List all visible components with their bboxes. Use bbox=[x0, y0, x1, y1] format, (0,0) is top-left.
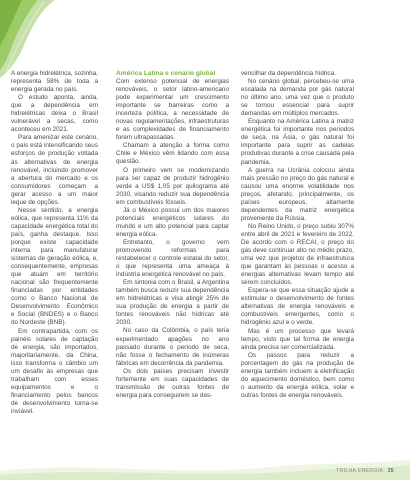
page-number: 35 bbox=[387, 468, 394, 474]
footer-label: TRILHA ENERGIA bbox=[336, 468, 383, 474]
text-column-3 bbox=[241, 70, 354, 400]
paragraph: vencilhar da dependência hídrica. bbox=[241, 70, 336, 77]
section-heading: América Latina e cenário global bbox=[116, 70, 216, 77]
paragraph: O primeiro vem se modernizando para ser capaz de produzir hidrogênio verde a US$ 1,05 por quilograma até 2030, visando reduzir sua dependência em combustíveis fósseis. bbox=[116, 166, 229, 206]
paragraph: Em contrapartida, com os painéis solares de captação de energia, são importados, majoritariamente, da China, isso transforma o câmbio um um desafio às empresas que trabalham com esses equipamentos e o financiamento pelos bancos de desenvolvimento torna-se inviável. bbox=[11, 327, 98, 415]
paragraph: Mas é um processo que levará tempo, visto que tal forma de energia ainda precisa ser comercializada. bbox=[241, 327, 354, 351]
page-footer bbox=[336, 468, 394, 474]
paragraph: Enquanto na América Latina a matriz energética foi importante nos períodos de seca, na Ásia, o gás natural foi importante para suprir as cadeias produtivas durante a crise causada pela pandemia. bbox=[241, 118, 354, 166]
paragraph: No cenário global, percebeu-se uma escalada na demanda por gás natural no último ano, uma vez que o produto se tornou essencial para suprir demandas em múltiplos mercados. bbox=[241, 78, 354, 118]
text-column-2 bbox=[116, 70, 229, 400]
paragraph: No caso da Colômbia, o país teria experimentado apagões no ano passado durante o período de seca, não fosse o fechamento de inúmeras fábricas em decorrência da pandemia. bbox=[116, 327, 229, 367]
paragraph: Espera-se que essa situação ajude a estimular o desenvolvimento de fontes alternativas de energia renováveis e combustíveis emergentes, como o hidrogênio azul e o verde. bbox=[241, 287, 354, 327]
paragraph: Chamam a atenção a forma como Chile e México vêm lidando com essa questão. bbox=[116, 142, 229, 166]
paragraph: Nesse sentido, a energia eólica, que representa 11% da capacidade energética total do país, ganha destaque. Isso porque existe capacidade interna para manufaturar sistemas de geração eólica, e, consequentemente, empresas que atuam em território nacional são frequentemente financiadas por entidades como o Banco Nacional de Desenvolvimento Econômico e Social (BNDES) e o Banco do Nordeste (BNB). bbox=[11, 206, 98, 327]
paragraph: Os passos para reduzir a porcentagem do gás na produção de energia também incluem a eletrificação do aquecimento doméstico, bem como o aumento da energia eólica, solar e outras fontes de energia renováveis. bbox=[241, 351, 354, 399]
paragraph: Entretanto, o governo vem promovendo reformas para restabelecer o controle estatal do setor, o que representa uma ameaça à indústria energética renovável no país. bbox=[116, 238, 229, 279]
paragraph: A guerra na Ucrânia colocou ainda mais pressão no preço do gás natural e causou uma enorme volatilidade nos preços, afetando, principalmente, os países europeus, altamente dependentes da matriz energética proveniente da Rússia. bbox=[241, 166, 354, 222]
paragraph: No Reino Unido, o preço subiu 307% entre abril de 2021 e fevereiro de 2022. De acordo com o RECAI, o preço do gás deve continuar alto no médio prazo, uma vez que projetos de infraestrutura que garantam às pessoas o acesso a energias alternativas levam tempo até serem concluídos. bbox=[241, 222, 354, 287]
leaf-decoration-icon bbox=[0, 0, 55, 78]
paragraph: A energia hidrelétrica, sozinha, representa 58% de toda a energia gerada no país. bbox=[11, 70, 98, 94]
paragraph: Para amenizar este cenário, o país está intensificando seus esforços de produção voltada às alternativas de energia renovável, incluindo promover a abertura do mercado e os consumidores começam a gerar acesso a um maior leque de opções. bbox=[11, 134, 98, 206]
paragraph: Os dois países precisam investir fortemente em suas capacidades de transmissão de outras fontes de energia para conseguirem se des- bbox=[116, 367, 229, 399]
text-column-1 bbox=[11, 70, 98, 416]
paragraph: Em sintonia com o Brasil, a Argentina também busca reduzir sua dependência em hidrelétricas e visa atingir 25% de sua produção de energia a partir de fontes renováveis não hídricas até 2030. bbox=[116, 279, 229, 327]
paragraph: Já o México possui um dos maiores potenciais energéticos solares do mundo e um alto potencial para captar energia eólica. bbox=[116, 206, 229, 238]
paragraph: O estudo aponta, ainda, que a dependência em hidrelétricas deixa o Brasil vulnerável a secas, como aconteceu em 2021. bbox=[11, 94, 98, 134]
paragraph: Com extenso potencial de energias renováveis, o setor latino-americano pode experimentar um crescimento importante se barreiras como a incerteza política, a necessidade de novas regulamentações, infraestruturas e as complexidades de financiamento forem ultrapassadas. bbox=[116, 78, 229, 142]
